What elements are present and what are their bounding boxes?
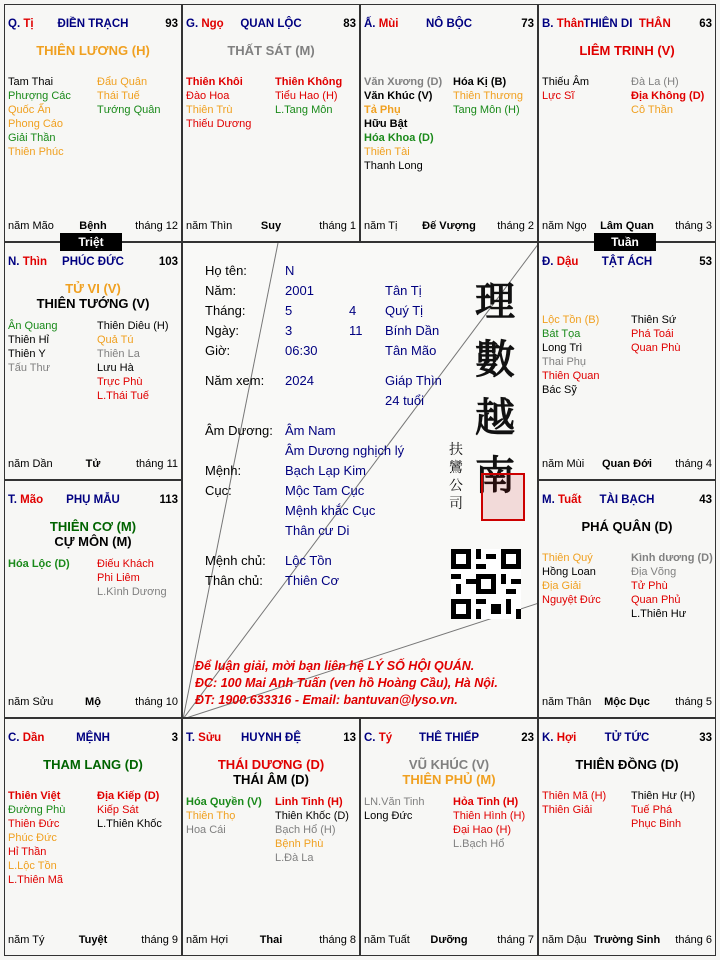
- star: Địa Võng: [631, 566, 677, 578]
- calligraphy-char-1: 理: [475, 278, 515, 325]
- left-stars: [542, 313, 599, 397]
- left-stars: [542, 551, 601, 607]
- star: Kình dương (D): [631, 552, 713, 564]
- left-stars: [364, 75, 442, 173]
- palace-footer: [5, 934, 181, 947]
- month-label: tháng 1: [319, 220, 356, 232]
- month-label: tháng 4: [675, 458, 712, 470]
- right-stars: [631, 551, 713, 621]
- palace-ty2: [360, 718, 538, 956]
- palace-stem: M. Tuất: [542, 494, 582, 506]
- palace-number: 13: [343, 732, 356, 744]
- star: Văn Khúc (V): [364, 90, 433, 102]
- thang-am: Quý Tị: [385, 303, 424, 318]
- left-stars: [8, 557, 70, 571]
- year-label: năm Thìn: [186, 220, 233, 232]
- star: Quan Phù: [631, 342, 681, 354]
- star: Hỉ Thần: [8, 846, 47, 858]
- main-star: VŨ KHÚC (V): [408, 757, 490, 772]
- ngay-am: Bính Dần: [385, 323, 440, 338]
- palace-footer: [361, 934, 537, 947]
- nam-label: Năm:: [205, 283, 237, 298]
- menh-chu-value: Lộc Tồn: [285, 553, 332, 568]
- star: Phục Binh: [631, 818, 682, 830]
- month-label: tháng 11: [135, 458, 178, 470]
- nam-xem-am: Giáp Thìn: [385, 373, 442, 388]
- main-star: THAM LANG (D): [43, 757, 143, 772]
- palace-footer: [539, 458, 715, 471]
- palace-stem: N. Thìn: [8, 256, 47, 268]
- star: Hoa Cái: [186, 824, 226, 836]
- thang-label: Tháng:: [205, 303, 246, 318]
- star: Bát Tọa: [542, 328, 581, 340]
- palace-header: [5, 732, 181, 746]
- star: Thiên Không: [275, 76, 343, 88]
- ngay-am-so: 11: [349, 323, 363, 338]
- right-stars: [275, 795, 349, 865]
- star: Kiếp Sát: [97, 804, 139, 816]
- palace-number: 23: [521, 732, 534, 744]
- star: Hồng Loan: [542, 566, 596, 578]
- star: Hỏa Tinh (H): [453, 796, 519, 808]
- star: Tuế Phá: [631, 804, 673, 816]
- am-duong-note: Âm Dương nghịch lý: [285, 443, 405, 458]
- truong-sinh: Mộ: [85, 696, 101, 708]
- contact-address: ĐC: 100 Mai Anh Tuấn (ven hồ Hoàng Cầu), Hà Nội.: [195, 676, 498, 690]
- palace-header: [361, 18, 537, 32]
- palace-footer: [539, 696, 715, 709]
- star: Văn Xương (D): [364, 76, 443, 88]
- main-star: THIÊN ĐỒNG (D): [575, 757, 679, 772]
- year-label: năm Mão: [8, 220, 54, 232]
- palace-number: 73: [521, 18, 534, 30]
- palace-mao: [4, 480, 182, 718]
- ho-ten-value: N: [285, 263, 295, 278]
- star: Địa Giải: [542, 580, 582, 592]
- star: Bác Sỹ: [542, 384, 577, 396]
- right-stars: [631, 313, 681, 355]
- star: Bệnh Phù: [275, 838, 324, 850]
- menh-label: Mệnh:: [205, 463, 242, 478]
- triet-tag: Triệt: [60, 233, 122, 251]
- star: Thiên Khôi: [186, 76, 243, 88]
- truong-sinh: Đế Vượng: [422, 220, 476, 232]
- star: L.Thái Tuế: [97, 390, 149, 402]
- palace-thin: [4, 242, 182, 480]
- palace-header: [183, 18, 359, 32]
- palace-name: TỬ TỨC: [604, 732, 650, 744]
- star: Thiên Thọ: [186, 810, 236, 822]
- year-label: năm Thân: [542, 696, 592, 708]
- palace-tuat: [538, 480, 716, 718]
- star: Thiên Việt: [8, 790, 61, 802]
- left-stars: [8, 319, 58, 375]
- palace-footer: [539, 220, 715, 233]
- menh-value: Bạch Lạp Kim: [285, 463, 366, 478]
- right-stars: [631, 75, 704, 117]
- palace-header: [183, 732, 359, 746]
- main-star: THÁI DƯƠNG (D): [217, 757, 325, 772]
- star: Linh Tinh (H): [275, 796, 343, 808]
- star: Quả Tú: [97, 334, 134, 346]
- palace-name: PHÚC ĐỨC: [62, 256, 124, 268]
- contact-line-1: Để luận giải, mời bạn liên hệ LÝ SỐ HỘI QUÁN.: [195, 659, 475, 673]
- month-label: tháng 2: [497, 220, 534, 232]
- star: Địa Không (D): [631, 90, 705, 102]
- month-label: tháng 5: [675, 696, 712, 708]
- star: Phong Cáo: [8, 118, 64, 130]
- truong-sinh: Dưỡng: [430, 934, 468, 946]
- truong-sinh: Tử: [85, 458, 101, 470]
- star: Thiên Y: [8, 348, 46, 360]
- palace-number: 43: [699, 494, 712, 506]
- star: Lộc Tồn (B): [542, 314, 600, 326]
- left-stars: [186, 795, 262, 837]
- star: Thiên Khốc (D): [275, 810, 349, 822]
- palace-stem: B. Thân: [542, 18, 585, 30]
- nam-duong: 2001: [285, 283, 314, 298]
- contact-phone-email[interactable]: ĐT: 1900.633316 - Email: bantuvan@lyso.vn.: [195, 693, 458, 707]
- main-star: THẤT SÁT (M): [227, 43, 315, 58]
- palace-number: 103: [158, 256, 178, 268]
- palace-header: [539, 256, 715, 270]
- star: Thiên Đức: [8, 818, 60, 830]
- palace-number: 53: [699, 256, 712, 268]
- star: L.Thiên Mã: [8, 874, 64, 886]
- right-stars: [631, 789, 695, 831]
- palace-footer: [361, 220, 537, 233]
- truong-sinh: Trường Sinh: [593, 934, 661, 946]
- star: L.Thiên Khốc: [97, 818, 162, 830]
- star: Thanh Long: [364, 160, 423, 172]
- left-stars: [542, 75, 589, 103]
- star: Đào Hoa: [186, 90, 230, 102]
- tuan-tag: Tuần: [594, 233, 656, 251]
- star: Thiên La: [97, 348, 140, 360]
- star: Đẩu Quân: [97, 76, 148, 88]
- calligraphy-char-2: 數: [475, 336, 515, 383]
- palace-name: TẬT ÁCH: [601, 256, 653, 268]
- year-label: năm Hợi: [186, 934, 229, 946]
- palace-stem: Đ. Dậu: [542, 256, 579, 268]
- left-stars: [8, 789, 65, 887]
- palace-footer: [5, 696, 181, 709]
- palace-header: [539, 18, 715, 32]
- than-cu: Thân cư Di: [285, 523, 350, 538]
- calligraphy-logo: [465, 273, 525, 505]
- palace-hoi: [538, 718, 716, 956]
- star: Phi Liêm: [97, 572, 140, 584]
- star: Long Trì: [542, 342, 583, 354]
- star: Phúc Đức: [8, 832, 57, 844]
- star: Giải Thần: [8, 132, 56, 144]
- palace-stem: Ấ. Mùi: [364, 18, 399, 30]
- star: Hữu Bật: [364, 118, 408, 130]
- palace-stem: T. Sửu: [186, 732, 222, 744]
- star: Lực Sĩ: [542, 90, 575, 102]
- palace-header: [5, 256, 181, 270]
- star: Tam Thai: [8, 76, 54, 88]
- palace-dan: [4, 718, 182, 956]
- main-star: LIÊM TRINH (V): [579, 43, 675, 58]
- truong-sinh: Tuyệt: [78, 934, 108, 946]
- star: Tấu Thư: [8, 362, 51, 374]
- palace-name: TÀI BẠCH: [599, 494, 655, 506]
- star: Quan Phủ: [631, 594, 681, 606]
- main-star: THIÊN PHỦ (M): [402, 772, 496, 787]
- star: Thiên Quan: [542, 370, 600, 382]
- palace-header: [5, 18, 181, 32]
- ngay-duong: 3: [285, 323, 293, 338]
- palace-number: 83: [343, 18, 356, 30]
- star: Long Đức: [364, 810, 413, 822]
- star: Lưu Hà: [97, 362, 134, 374]
- main-star: PHÁ QUÂN (D): [581, 519, 673, 534]
- star: Thiên Tài: [364, 146, 410, 158]
- star: Cô Thần: [631, 104, 673, 116]
- than-marker: THÂN: [638, 18, 671, 30]
- star: Thiên Diêu (H): [97, 320, 169, 332]
- star: Nguyệt Đức: [542, 594, 601, 606]
- main-star: CỰ MÔN (M): [54, 534, 132, 549]
- right-stars: [97, 789, 162, 831]
- calligraphy-char-3: 越: [475, 394, 515, 441]
- cuc-value: Mộc Tam Cục: [285, 483, 365, 498]
- am-duong-value: Âm Nam: [285, 423, 336, 438]
- star: Đại Hao (H): [453, 824, 512, 836]
- thang-duong: 5: [285, 303, 293, 318]
- am-duong-label: Âm Dương:: [205, 423, 273, 438]
- star: Tả Phụ: [364, 104, 401, 116]
- left-stars: [8, 75, 71, 159]
- palace-header: [539, 494, 715, 508]
- year-label: năm Tị: [364, 220, 398, 232]
- truong-sinh: Mộc Dục: [604, 696, 650, 708]
- palace-number: 113: [159, 494, 178, 506]
- year-label: năm Sửu: [8, 696, 54, 708]
- nam-am: Tân Tị: [385, 283, 422, 298]
- star: Thiên Hình (H): [453, 810, 526, 822]
- red-seal: [481, 473, 525, 521]
- star: Hóa Kị (B): [453, 76, 507, 88]
- palace-number: 63: [699, 18, 712, 30]
- center-info: [182, 242, 538, 718]
- palace-footer: [183, 220, 359, 233]
- star: Tử Phù: [631, 580, 668, 592]
- star: Thái Tuế: [97, 90, 140, 102]
- left-stars: [542, 789, 606, 817]
- tuoi: 24 tuổi: [385, 393, 425, 408]
- palace-name: PHỤ MẪU: [66, 494, 120, 506]
- palace-name: HUYNH ĐỆ: [240, 732, 302, 744]
- star: Hóa Lộc (D): [8, 558, 70, 570]
- main-star: THIÊN LƯƠNG (H): [36, 43, 150, 58]
- gio-label: Giờ:: [205, 343, 231, 358]
- left-stars: [364, 795, 425, 823]
- thang-am-so: 4: [349, 303, 357, 318]
- main-star: THÁI ÂM (D): [233, 772, 309, 787]
- palace-name: NÔ BỘC: [426, 18, 472, 30]
- palace-footer: [5, 458, 181, 471]
- palace-name: QUAN LỘC: [240, 18, 302, 30]
- star: L.Bạch Hổ: [453, 838, 505, 850]
- star: Trực Phù: [97, 376, 143, 388]
- truong-sinh: Quan Đới: [602, 458, 652, 470]
- year-label: năm Dậu: [542, 934, 587, 946]
- palace-header: [539, 732, 715, 746]
- cuc-label: Cục:: [205, 483, 232, 498]
- qr-code[interactable]: [451, 549, 521, 619]
- main-star: THIÊN TƯỚNG (V): [36, 296, 150, 311]
- truong-sinh: Bệnh: [79, 220, 107, 232]
- main-star: THIÊN CƠ (M): [49, 519, 137, 534]
- palace-stem: Q. Tị: [8, 18, 34, 30]
- truong-sinh: Lâm Quan: [600, 220, 654, 232]
- truong-sinh: Suy: [260, 220, 282, 232]
- palace-name: THIÊN DI THÂN: [583, 18, 671, 30]
- star: Quốc Ấn: [8, 104, 51, 116]
- star: L.Lộc Tồn: [8, 860, 57, 872]
- star: L.Thiên Hư: [631, 608, 687, 620]
- month-label: tháng 6: [675, 934, 712, 946]
- ho-ten-label: Họ tên:: [205, 263, 247, 278]
- star: Tiểu Hao (H): [275, 90, 338, 102]
- palace-name: THÊ THIẾP: [418, 732, 480, 744]
- palace-stem: G. Ngọ: [186, 18, 224, 30]
- star: Đường Phù: [8, 804, 66, 816]
- star: Thiên Hư (H): [631, 790, 696, 802]
- year-label: năm Tuất: [364, 934, 410, 946]
- star: Thai Phụ: [542, 356, 587, 368]
- right-stars: [453, 795, 525, 851]
- month-label: tháng 7: [497, 934, 534, 946]
- star: Thiên Sứ: [631, 314, 677, 326]
- palace-ngo: [182, 4, 360, 242]
- star: Điếu Khách: [97, 558, 154, 570]
- month-label: tháng 9: [141, 934, 178, 946]
- truong-sinh: Thai: [259, 934, 283, 946]
- star: Bạch Hổ (H): [275, 824, 336, 836]
- palace-footer: [183, 934, 359, 947]
- cuc-note: Mệnh khắc Cục: [285, 503, 376, 518]
- palace-footer: [5, 220, 181, 233]
- star: L.Đà La: [275, 852, 314, 864]
- palace-header: [361, 732, 537, 746]
- star: Tướng Quân: [97, 104, 161, 116]
- menh-chu-label: Mệnh chủ:: [205, 553, 266, 568]
- star: Thiên Hỉ: [8, 334, 49, 346]
- palace-number: 3: [171, 732, 178, 744]
- than-chu-label: Thân chủ:: [205, 573, 263, 588]
- palace-ty: [4, 4, 182, 242]
- star: Thiên Phúc: [8, 146, 64, 158]
- gio-am: Tân Mão: [385, 343, 437, 358]
- palace-stem: K. Hợi: [542, 732, 577, 744]
- ngay-label: Ngày:: [205, 323, 239, 338]
- year-label: năm Tý: [8, 934, 45, 946]
- star: Thiếu Dương: [186, 118, 252, 130]
- month-label: tháng 8: [319, 934, 356, 946]
- palace-dau: [538, 242, 716, 480]
- palace-than: [538, 4, 716, 242]
- star: Địa Kiếp (D): [97, 790, 160, 802]
- palace-stem: T. Mão: [8, 494, 44, 506]
- palace-number: 93: [165, 18, 178, 30]
- year-label: năm Mùi: [542, 458, 585, 470]
- star: Ân Quang: [8, 320, 58, 332]
- seal-text: 扶鸞公司: [449, 442, 463, 512]
- calligraphy-char-4: 南: [475, 452, 515, 499]
- left-stars: [186, 75, 251, 131]
- right-stars: [275, 75, 342, 117]
- palace-mui: [360, 4, 538, 242]
- star: Thiên Giải: [542, 804, 593, 816]
- month-label: tháng 12: [135, 220, 178, 232]
- star: Thiên Mã (H): [542, 790, 607, 802]
- year-label: năm Ngọ: [542, 220, 587, 232]
- than-chu-value: Thiên Cơ: [285, 573, 340, 588]
- star: Phượng Các: [8, 90, 71, 102]
- year-label: năm Dần: [8, 458, 53, 470]
- star: Thiếu Âm: [542, 76, 590, 88]
- palace-stem: C. Tý: [364, 732, 393, 744]
- star: Đà La (H): [631, 76, 679, 88]
- star: L.Tang Môn: [275, 104, 333, 116]
- star: Hóa Quyền (V): [186, 796, 262, 808]
- month-label: tháng 10: [135, 696, 178, 708]
- gio-value: 06:30: [285, 343, 318, 358]
- star: Thiên Trù: [186, 104, 233, 116]
- palace-header: [5, 494, 181, 508]
- star: Phá Toái: [631, 328, 674, 340]
- star: LN.Văn Tinh: [364, 796, 425, 808]
- palace-name: MỆNH: [76, 732, 110, 744]
- star: Tang Môn (H): [453, 104, 520, 116]
- nam-xem-value: 2024: [285, 373, 314, 388]
- palace-suu: [182, 718, 360, 956]
- palace-number: 33: [699, 732, 712, 744]
- palace-stem: C. Dần: [8, 732, 45, 744]
- month-label: tháng 3: [675, 220, 712, 232]
- star: Thiên Quý: [542, 552, 593, 564]
- star: Thiên Thương: [453, 90, 524, 102]
- right-stars: [97, 557, 167, 599]
- main-star: TỬ VI (V): [65, 281, 121, 296]
- nam-xem-label: Năm xem:: [205, 373, 265, 388]
- star: Hóa Khoa (D): [364, 132, 434, 144]
- right-stars: [97, 75, 161, 117]
- right-stars: [97, 319, 169, 403]
- right-stars: [453, 75, 523, 117]
- star: L.Kình Dương: [97, 586, 167, 598]
- palace-name: ĐIỀN TRẠCH: [57, 18, 129, 30]
- palace-footer: [539, 934, 715, 947]
